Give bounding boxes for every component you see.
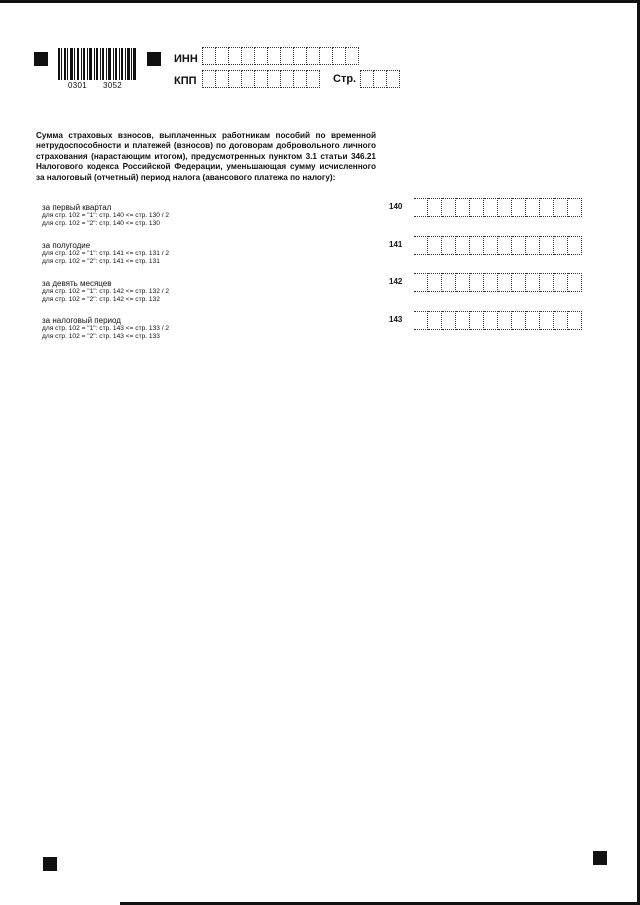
- line-143-condition-2: для стр. 102 = "2": стр. 143 <= стр. 133: [42, 333, 160, 341]
- line-143: [42, 316, 362, 341]
- line-143-title: за налоговый период: [42, 316, 121, 325]
- inn-label: ИНН: [174, 53, 198, 65]
- line-141-title: за полугодие: [42, 241, 91, 250]
- kpp-label: КПП: [174, 75, 197, 87]
- line-142-amount-field[interactable]: [414, 273, 582, 292]
- line-140-title: за первый квартал: [42, 203, 112, 212]
- scan-edge-top: [0, 0, 640, 3]
- line-140-code: 140: [389, 202, 403, 211]
- line-141: [42, 241, 362, 266]
- kpp-field[interactable]: [202, 70, 320, 88]
- registration-marker-bottom-right: [593, 851, 607, 865]
- line-143-code: 143: [389, 315, 403, 324]
- line-140: [42, 203, 362, 228]
- registration-marker-top-left: [34, 52, 48, 66]
- line-141-condition-2: для стр. 102 = "2": стр. 141 <= стр. 131: [42, 258, 160, 266]
- line-140-condition-2: для стр. 102 = "2": стр. 140 <= стр. 130: [42, 220, 160, 228]
- page-label: Стр.: [333, 73, 357, 85]
- line-141-amount-field[interactable]: [414, 236, 582, 255]
- section-description: Сумма страховых взносов, выплаченных работникам пособий по временной нетрудоспособности и платежей (взносов) по договорам добровольного личного страхования (нарастающим итогом), предусмотренных пунктом 3.1 статьи 346.21 Налогового кодекса Российской Федерации, уменьшающая сумму исчисленного за налоговый (отчетный) период налога (авансового платежа по налогу):: [36, 131, 376, 182]
- inn-field[interactable]: [202, 47, 359, 65]
- line-142: [42, 279, 362, 304]
- line-141-condition-1: для стр. 102 = "1": стр. 141 <= стр. 131 / 2: [42, 250, 170, 257]
- barcode-number-left: 0301: [68, 81, 87, 90]
- barcode: [58, 48, 136, 80]
- line-142-condition-2: для стр. 102 = "2": стр. 142 <= стр. 132: [42, 296, 160, 304]
- line-141-code: 141: [389, 240, 403, 249]
- barcode-number-right: 3052: [103, 81, 122, 90]
- registration-marker-bottom-left: [43, 857, 57, 871]
- registration-marker-top-center: [147, 52, 161, 66]
- line-143-amount-field[interactable]: [414, 311, 582, 330]
- line-140-amount-field[interactable]: [414, 198, 582, 217]
- line-143-condition-1: для стр. 102 = "1": стр. 143 <= стр. 133 / 2: [42, 325, 170, 332]
- line-142-title: за девять месяцев: [42, 279, 112, 288]
- line-140-condition-1: для стр. 102 = "1": стр. 140 <= стр. 130 / 2: [42, 212, 170, 219]
- page-number-field[interactable]: [360, 70, 400, 88]
- line-142-code: 142: [389, 277, 403, 286]
- line-142-condition-1: для стр. 102 = "1": стр. 142 <= стр. 132 / 2: [42, 288, 170, 295]
